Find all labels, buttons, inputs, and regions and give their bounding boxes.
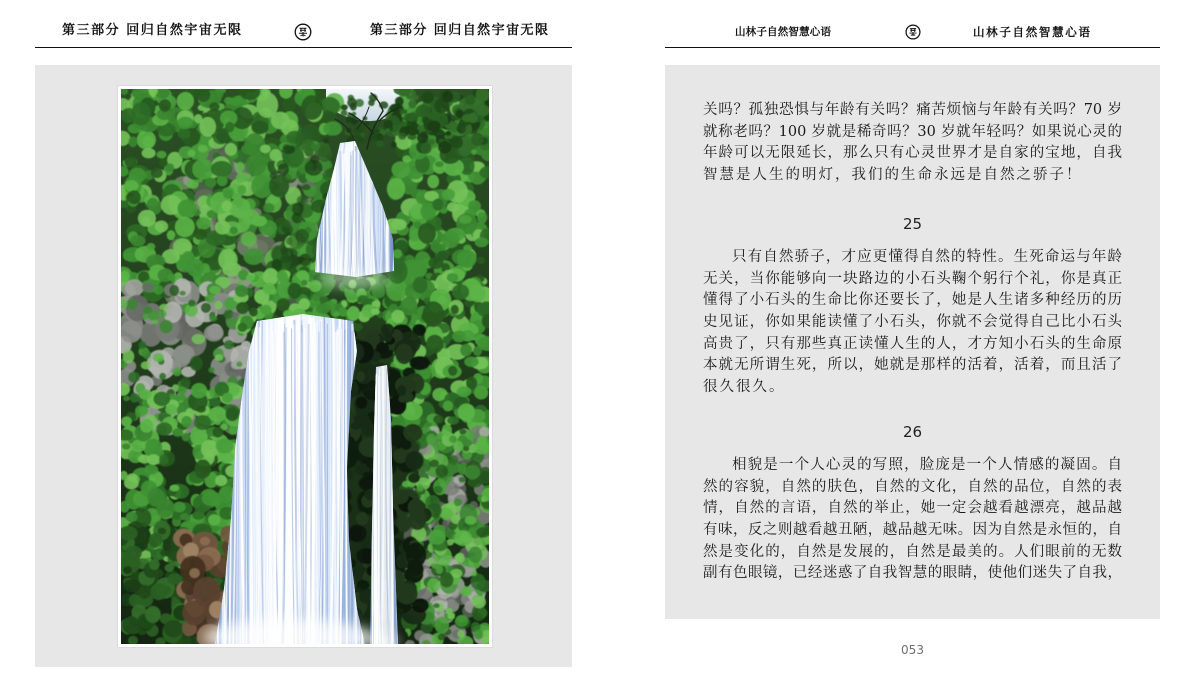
- text-line: 无关，当你能够向一块路边的小石头鞠个躬行个礼，你是真正: [703, 270, 1122, 287]
- section-number: 25: [902, 215, 923, 233]
- text-line: 然是变化的，自然是发展的，自然是最美的。人们眼前的无数: [703, 543, 1122, 560]
- text-line: 本就无所谓生死，所以，她就是那样的活着，活着，而且活了: [703, 357, 1122, 374]
- photo-panel: [35, 65, 572, 667]
- text-line: 情，自然的言语，自然的举止，她一定会越看越漂亮，越品越: [703, 500, 1122, 517]
- text-line: 关吗？孤独恐惧与年龄有关吗？痛苦烦恼与年龄有关吗？70 岁: [703, 102, 1122, 118]
- section-number: 26: [902, 423, 923, 441]
- text-line: 年龄可以无限延长，那么只有心灵世界才是自家的宝地，自我: [703, 145, 1122, 162]
- text-line: 很久很久。: [703, 379, 786, 396]
- round-seal-icon: [905, 24, 921, 40]
- round-seal-icon: [294, 23, 312, 41]
- page-number: 053: [901, 643, 924, 657]
- header-rule: [35, 47, 572, 48]
- text-line: 副有色眼镜，已经迷惑了自我智慧的眼睛，使他们迷失了自我，: [703, 565, 1122, 582]
- text-line: 史见证，你如果能读懂了小石头，你就不会觉得自己比小石头: [703, 314, 1122, 331]
- running-head-inner: 山林子自然智慧心语: [735, 26, 831, 38]
- text-line: 高贵了，只有那些真正读懂人生的人，才方知小石头的生命原: [703, 335, 1122, 352]
- text-line: 相貌是一个人心灵的写照，脸庞是一个人情感的凝固。自: [732, 457, 1122, 473]
- running-head-outer: 第三部分 回归自然宇宙无限: [62, 23, 241, 38]
- section-paragraph: [703, 247, 1122, 399]
- header-rule: [665, 47, 1160, 48]
- waterfall-photo: [121, 89, 489, 644]
- text-line: 懂得了小石头的生命比你还要长了，她是人生诸多种经历的历: [703, 292, 1122, 309]
- text-line: 有味，反之则越看越丑陋，越品越无味。因为自然是永恒的，自: [703, 522, 1122, 539]
- photo-frame: [118, 86, 492, 647]
- running-head-inner: 第三部分 回归自然宇宙无限: [370, 23, 548, 38]
- running-head-outer: 山林子自然智慧心语: [973, 25, 1090, 39]
- continued-paragraph: [703, 100, 1122, 187]
- text-line: 然的容貌，自然的肤色，自然的文化，自然的品位，自然的表: [703, 478, 1122, 495]
- text-line: 只有自然骄子，才应更懂得自然的特性。生死命运与年龄: [732, 249, 1122, 265]
- section-paragraph: [703, 455, 1122, 585]
- text-line: 就称老吗？100 岁就是稀奇吗？30 岁就年轻吗？如果说心灵的: [703, 123, 1122, 140]
- text-line: 智慧是人生的明灯，我们的生命永远是自然之骄子！: [703, 167, 1083, 184]
